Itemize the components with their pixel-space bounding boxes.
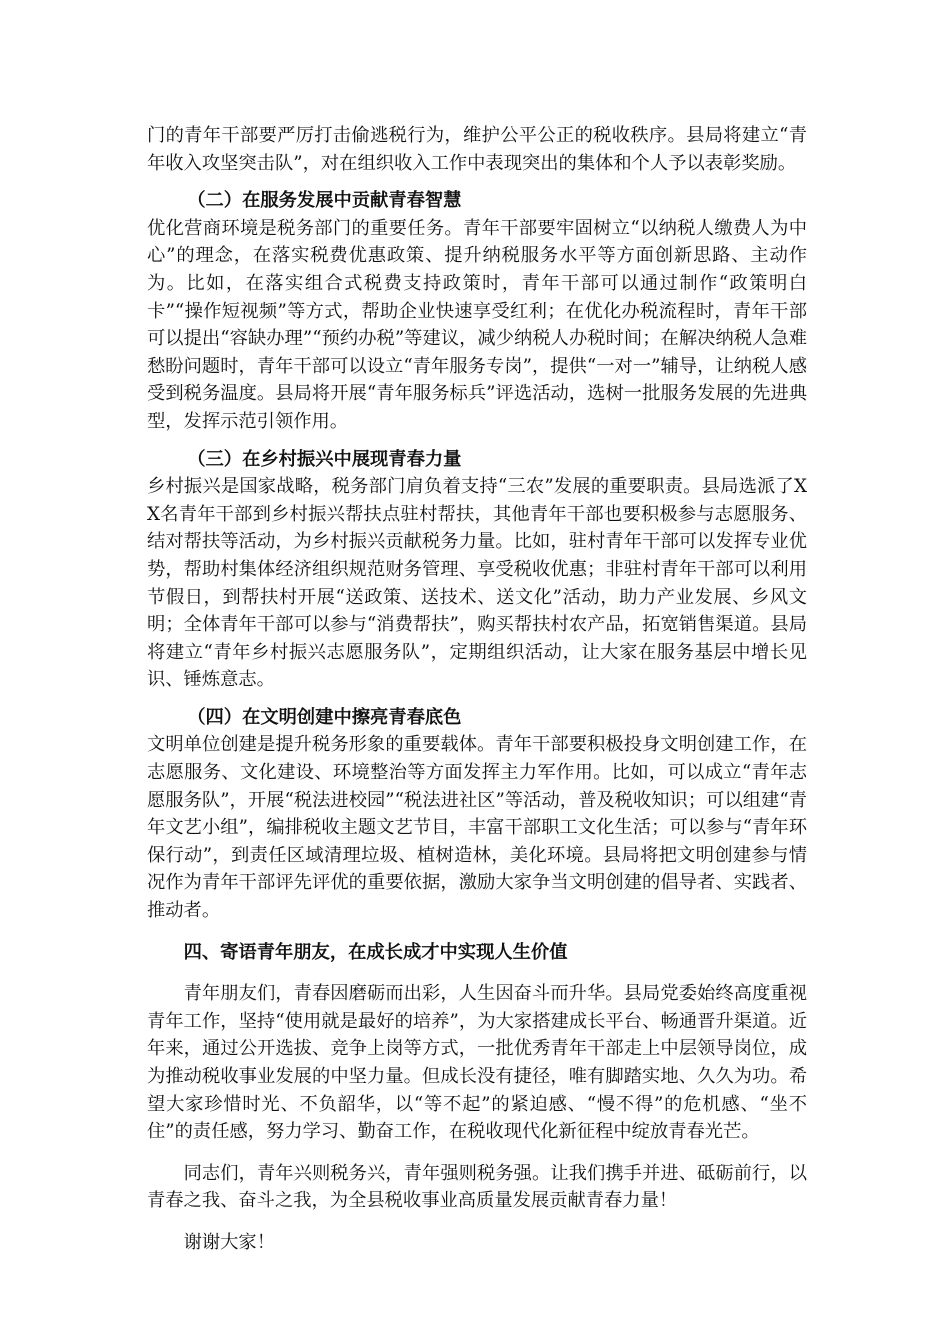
document-page	[147, 122, 807, 1257]
section-body-rural: 乡村振兴是国家战略，税务部门肩负着支持“三农”发展的重要职责。县局选派了XX名青年干部到乡村振兴帮扶点驻村帮扶，其他青年干部也要积极参与志愿服务、结对帮扶等活动，为乡村振兴贡献税务力量。比如，驻村青年干部可以发挥专业优势，帮助村集体经济组织规范财务管理、享受税收优惠；非驻村青年干部可以利用节假日，到帮扶村开展“送政策、送技术、送文化”活动，助力产业发展、乡风文明；全体青年干部可以参与“消费帮扶”，购买帮扶村农产品，拓宽销售渠道。县局将建立“青年乡村振兴志愿服务队”，定期组织活动，让大家在服务基层中增长见识、锤炼意志。	[147, 476, 807, 691]
closing-paragraph: 同志们，青年兴则税务兴，青年强则税务强。让我们携手并进、砥砺前行，以青春之我、奋斗之我，为全县税收事业高质量发展贡献青春力量！	[147, 1162, 807, 1212]
thanks-line: 谢谢大家！	[183, 1231, 275, 1253]
section-heading-service: （二）在服务发展中贡献青春智慧	[187, 190, 462, 212]
intro-paragraph: 门的青年干部要严厉打击偷逃税行为，维护公平公正的税收秩序。县局将建立“青年收入攻坚突击队”，对在组织收入工作中表现突出的集体和个人予以表彰奖励。	[147, 125, 807, 174]
section-body-civilization: 文明单位创建是提升税务形象的重要载体。青年干部要积极投身文明创建工作，在志愿服务、文化建设、环境整治等方面发挥主力军作用。比如，可以成立“青年志愿服务队”，开展“税法进校园”“税法进社区”等活动，普及税收知识；可以组建“青年文艺小组”，编排税收主题文艺节目，丰富干部职工文化生活；可以参与“青年环保行动”，到责任区域清理垃圾、植树造林，美化环境。县局将把文明创建参与情况作为青年干部评先评优的重要依据，激励大家争当文明创建的倡导者、实践者、推动者。	[147, 734, 807, 922]
section-heading-rural: （三）在乡村振兴中展现青春力量	[187, 448, 462, 470]
section-heading-civilization: （四）在文明创建中擦亮青春底色	[187, 706, 462, 728]
youth-message-paragraph: 青年朋友们，青春因磨砺而出彩，人生因奋斗而升华。县局党委始终高度重视青年工作，坚持“使用就是最好的培养”，为大家搭建成长平台、畅通晋升渠道。近年来，通过公开选拔、竞争上岗等方式，一批优秀青年干部走上中层领导岗位，成为推动税收事业发展的中坚力量。但成长没有捷径，唯有脚踏实地、久久为功。希望大家珍惜时光、不负韶华，以“等不起”的紧迫感、“慢不得”的危机感、“坐不住”的责任感，努力学习、勤奋工作，在税收现代化新征程中绽放青春光芒。	[147, 983, 807, 1143]
part-heading-youth-message: 四、寄语青年朋友，在成长成才中实现人生价值	[183, 941, 568, 963]
section-body-service: 优化营商环境是税务部门的重要任务。青年干部要牢固树立“以纳税人缴费人为中心”的理念，在落实税费优惠政策、提升纳税服务水平等方面创新思路、主动作为。比如，在落实组合式税费支持政策时，青年干部可以通过制作“政策明白卡”“操作短视频”等方式，帮助企业快速享受红利；在优化办税流程时，青年干部可以提出“容缺办理”“预约办税”等建议，减少纳税人办税时间；在解决纳税人急难愁盼问题时，青年干部可以设立“青年服务专岗”，提供“一对一”辅导，让纳税人感受到税务温度。县局将开展“青年服务标兵”评选活动，选树一批服务发展的先进典型，发挥示范引领作用。	[147, 217, 807, 432]
